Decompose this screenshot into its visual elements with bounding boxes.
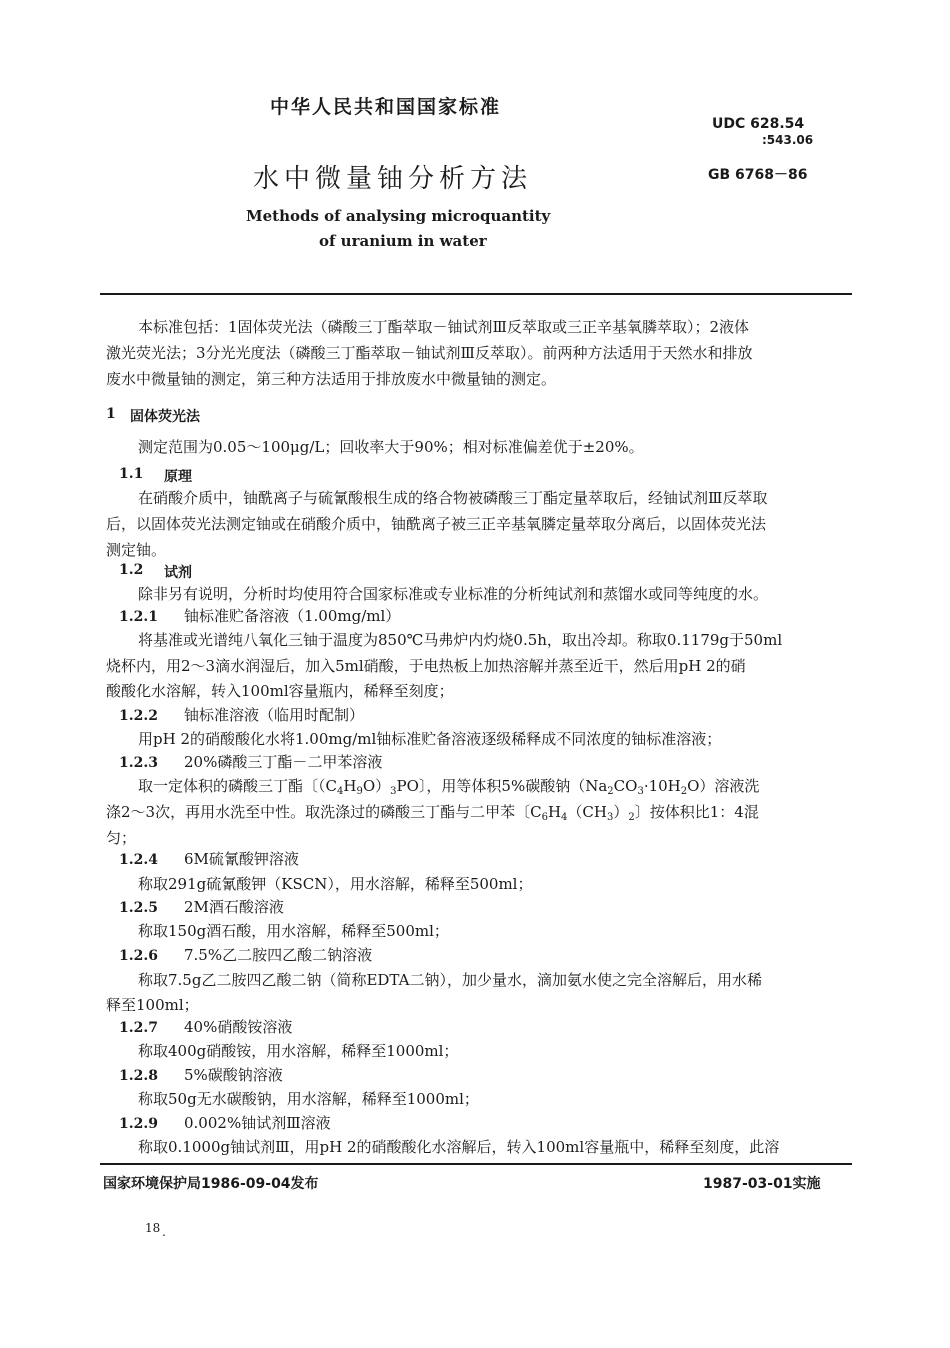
body-line: 后，以固体荧光法测定铀或在硝酸介质中，铀酰离子被三正辛基氧膦定量萃取分离后，以固体荧光法 [106,515,767,533]
section-title: 6M硫氰酸钾溶液 [184,850,299,868]
body-line: 测定铀。 [106,541,167,559]
section-number: 1.2 [119,562,144,578]
body-line: 称取0.1000g铀试剂Ⅲ，用pH 2的硝酸酸化水溶解后，转入100ml容量瓶中，稀释至刻度，此溶 [138,1138,780,1156]
subscript: 3 [637,786,644,797]
subscript: 4 [561,812,568,823]
udc-code: UDC 628.54 [712,116,805,132]
section-title: 0.002%铀试剂Ⅲ溶液 [184,1114,331,1132]
section-title: 20%磷酸三丁酯－二甲苯溶液 [184,753,383,771]
issue-date: 国家环境保护局1986-09-04发布 [103,1176,319,1192]
text-run: H [547,803,562,821]
section-number: 1 [106,406,116,422]
intro-line: 本标准包括：1固体荧光法（磷酸三丁酯萃取－铀试剂Ⅲ反萃取或三正辛基氧膦萃取）；2液体 [138,318,750,336]
body-line: 将基准或光谱纯八氧化三铀于温度为850℃马弗炉内灼烧0.5h，取出冷却。称取0.1179g于50ml [138,631,783,649]
section-number: 1.2.4 [119,852,158,868]
document-title-cn: 水中微量铀分析方法 [253,164,533,194]
intro-line: 废水中微量铀的测定，第三种方法适用于排放废水中微量铀的测定。 [106,370,557,388]
text-run: O）溶液洗 [687,777,760,795]
document-title-en-line1: Methods of analysing microquantity [246,207,551,225]
body-line: 称取400g硝酸铵，用水溶解，稀释至1000ml； [138,1042,459,1060]
page-number: 18 [145,1221,161,1235]
scope-text: 测定范围为0.05～100μg/L；回收率大于90%；相对标准偏差优于±20%。 [138,438,644,456]
document-title-en-line2: of uranium in water [319,232,487,250]
section-title: 铀标准贮备溶液（1.00mg/ml） [184,607,401,625]
body-line: 酸酸化水溶解，转入100ml容量瓶内，稀释至刻度； [106,682,454,700]
section-number: 1.2.8 [119,1068,158,1084]
body-line: 用pH 2的硝酸酸化水将1.00mg/ml铀标准贮备溶液逐级稀释成不同浓度的铀标准溶液； [138,730,722,748]
section-number: 1.1 [119,466,144,482]
section-number: 1.2.5 [119,900,158,916]
text-run: 涤2～3次，再用水洗至中性。取洗涤过的磷酸三丁酯与二甲苯〔C [106,803,542,821]
body-line: 称取291g硫氰酸钾（KSCN），用水溶解，稀释至500ml； [138,875,533,893]
subscript: 2 [680,786,688,797]
national-standard-label: 中华人民共和国国家标准 [270,96,502,118]
text-run: ） [613,803,629,821]
text-run: H [343,777,357,795]
gb-standard-code: GB 6768－86 [708,167,808,183]
subscript: 3 [606,812,614,823]
section-title: 铀标准溶液（临用时配制） [184,706,365,724]
text-run: PO〕，用等体积5%碳酸钠（Na [396,777,608,795]
body-line: 在硝酸介质中，铀酰离子与硫氰酸根生成的络合物被磷酸三丁酯定量萃取后，经铀试剂Ⅲ反萃取 [138,489,768,507]
effective-date: 1987-03-01实施 [703,1176,821,1192]
section-number: 1.2.9 [119,1116,158,1132]
subscript: 4 [336,786,344,797]
section-title: 2M酒石酸溶液 [184,898,284,916]
intro-line: 激光荧光法；3分光光度法（磷酸三丁酯萃取－铀试剂Ⅲ反萃取）。前两种方法适用于天然水和排放 [106,344,753,362]
udc-code-continued: :543.06 [762,133,814,147]
body-line: 匀； [106,829,137,847]
text-run: O） [362,777,391,795]
section-title: 原理 [164,469,192,485]
footer-divider [100,1163,852,1165]
section-title: 试剂 [164,565,192,581]
body-line: 释至100ml； [106,996,199,1014]
section-number: 1.2.3 [119,755,158,771]
text-run: 〕按体积比1：4混 [634,803,759,821]
section-number: 1.2.2 [119,708,158,724]
subscript: 9 [356,786,363,797]
text-run: （CH [567,803,607,821]
section-title: 40%硝酸铵溶液 [184,1018,293,1036]
text-run: 取一定体积的磷酸三丁酯〔（C [138,777,337,795]
section-title: 5%碳酸钠溶液 [184,1066,283,1084]
body-line: 烧杯内，用2～3滴水润湿后，加入5ml硝酸，于电热板上加热溶解并蒸至近干，然后用pH 2的硝 [106,657,746,675]
body-line: 称取50g无水碳酸钠，用水溶解，稀释至1000ml； [138,1090,479,1108]
section-title: 7.5%乙二胺四乙酸二钠溶液 [184,946,373,964]
page-number-mark: . [162,1225,166,1239]
body-line: 除非另有说明，分析时均使用符合国家标准或专业标准的分析纯试剂和蒸馏水或同等纯度的水。 [138,585,769,603]
section-number: 1.2.7 [119,1020,158,1036]
text-run: ·10H [643,777,681,795]
subscript: 2 [607,786,614,797]
subscript: 6 [541,812,548,823]
chemical-formula-line [106,803,759,823]
section-title: 固体荧光法 [130,409,200,425]
chemical-formula-line [138,777,760,797]
subscript: 3 [390,786,397,797]
subscript: 2 [628,812,635,823]
header-divider [100,293,852,295]
body-line: 称取150g酒石酸，用水溶解，稀释至500ml； [138,922,449,940]
section-number: 1.2.6 [119,948,158,964]
section-number: 1.2.1 [119,609,158,625]
body-line: 称取7.5g乙二胺四乙酸二钠（简称EDTA二钠），加少量水，滴加氨水使之完全溶解后，用水稀 [138,971,762,989]
text-run: CO [613,777,638,795]
